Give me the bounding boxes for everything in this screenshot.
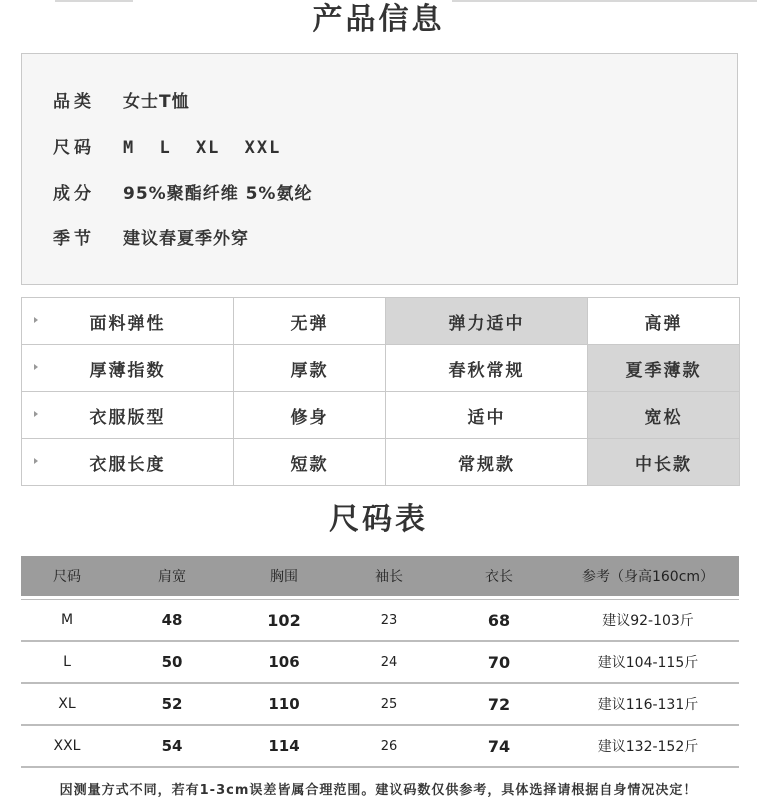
info-row-category xyxy=(53,90,190,114)
cell-reference: 建议104-115斤 xyxy=(557,641,739,683)
cell-length: 72 xyxy=(441,683,557,725)
attr-row-thickness xyxy=(22,345,740,392)
triangle-right-icon xyxy=(34,411,38,417)
info-row-season xyxy=(53,227,249,251)
attribute-table xyxy=(21,297,740,486)
info-row-size xyxy=(53,136,281,160)
info-value: 95%聚酯纤维 5%氨纶 xyxy=(123,184,313,204)
attr-row-elasticity xyxy=(22,298,740,345)
triangle-right-icon xyxy=(34,458,38,464)
attr-label-text: 衣服长度 xyxy=(89,454,166,475)
triangle-right-icon xyxy=(34,317,38,323)
attr-option: 修身 xyxy=(234,392,386,439)
cell-size: XXL xyxy=(21,725,113,767)
attr-option: 高弹 xyxy=(588,298,740,345)
cell-shoulder: 48 xyxy=(113,600,231,642)
header-cell: 袖长 xyxy=(337,556,441,596)
header-cell: 衣长 xyxy=(441,556,557,596)
cell-sleeve: 25 xyxy=(337,683,441,725)
table-row xyxy=(21,600,739,642)
info-key: 成分 xyxy=(53,184,95,204)
cell-chest: 110 xyxy=(231,683,337,725)
attr-option-selected: 宽松 xyxy=(588,392,740,439)
attr-label-text: 面料弹性 xyxy=(89,313,166,334)
cell-length: 70 xyxy=(441,641,557,683)
attr-option-selected: 中长款 xyxy=(588,439,740,486)
cell-length: 74 xyxy=(441,725,557,767)
cell-chest: 106 xyxy=(231,641,337,683)
info-key: 季节 xyxy=(53,229,95,249)
triangle-right-icon xyxy=(34,364,38,370)
attr-option: 无弹 xyxy=(234,298,386,345)
cell-length: 68 xyxy=(441,600,557,642)
header-cell: 尺码 xyxy=(21,556,113,596)
attr-option: 春秋常规 xyxy=(386,345,588,392)
cell-chest: 102 xyxy=(231,600,337,642)
product-info-title: 产品信息 xyxy=(312,2,445,37)
size-table-header xyxy=(21,556,739,596)
attr-label xyxy=(22,345,234,392)
attr-label xyxy=(22,298,234,345)
cell-size: M xyxy=(21,600,113,642)
attr-option-selected: 弹力适中 xyxy=(386,298,588,345)
table-row xyxy=(21,683,739,725)
info-value: 建议春夏季外穿 xyxy=(123,229,249,249)
disclaimer-note: 因测量方式不同，若有1-3cm误差皆属合理范围。建议码数仅供参考，具体选择请根据自身情况决定！ xyxy=(59,783,698,798)
size-chart-title: 尺码表 xyxy=(329,502,428,537)
product-info-box xyxy=(21,53,738,285)
info-row-material xyxy=(53,182,312,206)
cell-reference: 建议132-152斤 xyxy=(557,725,739,767)
table-row xyxy=(21,725,739,767)
header-cell: 参考（身高160cm） xyxy=(557,556,739,596)
info-key: 品类 xyxy=(53,92,95,112)
cell-shoulder: 50 xyxy=(113,641,231,683)
header-cell: 肩宽 xyxy=(113,556,231,596)
attr-option-selected: 夏季薄款 xyxy=(588,345,740,392)
attr-option: 厚款 xyxy=(234,345,386,392)
attr-label xyxy=(22,439,234,486)
header-cell: 胸围 xyxy=(231,556,337,596)
cell-sleeve: 23 xyxy=(337,600,441,642)
table-row xyxy=(21,641,739,683)
cell-reference: 建议92-103斤 xyxy=(557,600,739,642)
attr-row-length xyxy=(22,439,740,486)
attr-row-fit xyxy=(22,392,740,439)
cell-size: XL xyxy=(21,683,113,725)
cell-shoulder: 52 xyxy=(113,683,231,725)
attr-option: 常规款 xyxy=(386,439,588,486)
cell-sleeve: 24 xyxy=(337,641,441,683)
cell-shoulder: 54 xyxy=(113,725,231,767)
attr-label-text: 衣服版型 xyxy=(89,407,166,428)
attr-option: 短款 xyxy=(234,439,386,486)
info-value: M L XL XXL xyxy=(123,138,282,158)
info-value: 女士T恤 xyxy=(123,92,190,112)
cell-reference: 建议116-131斤 xyxy=(557,683,739,725)
cell-sleeve: 26 xyxy=(337,725,441,767)
attr-label xyxy=(22,392,234,439)
cell-size: L xyxy=(21,641,113,683)
attr-option: 适中 xyxy=(386,392,588,439)
cell-chest: 114 xyxy=(231,725,337,767)
attr-label-text: 厚薄指数 xyxy=(89,360,166,381)
size-table xyxy=(21,556,739,768)
info-key: 尺码 xyxy=(53,138,95,158)
